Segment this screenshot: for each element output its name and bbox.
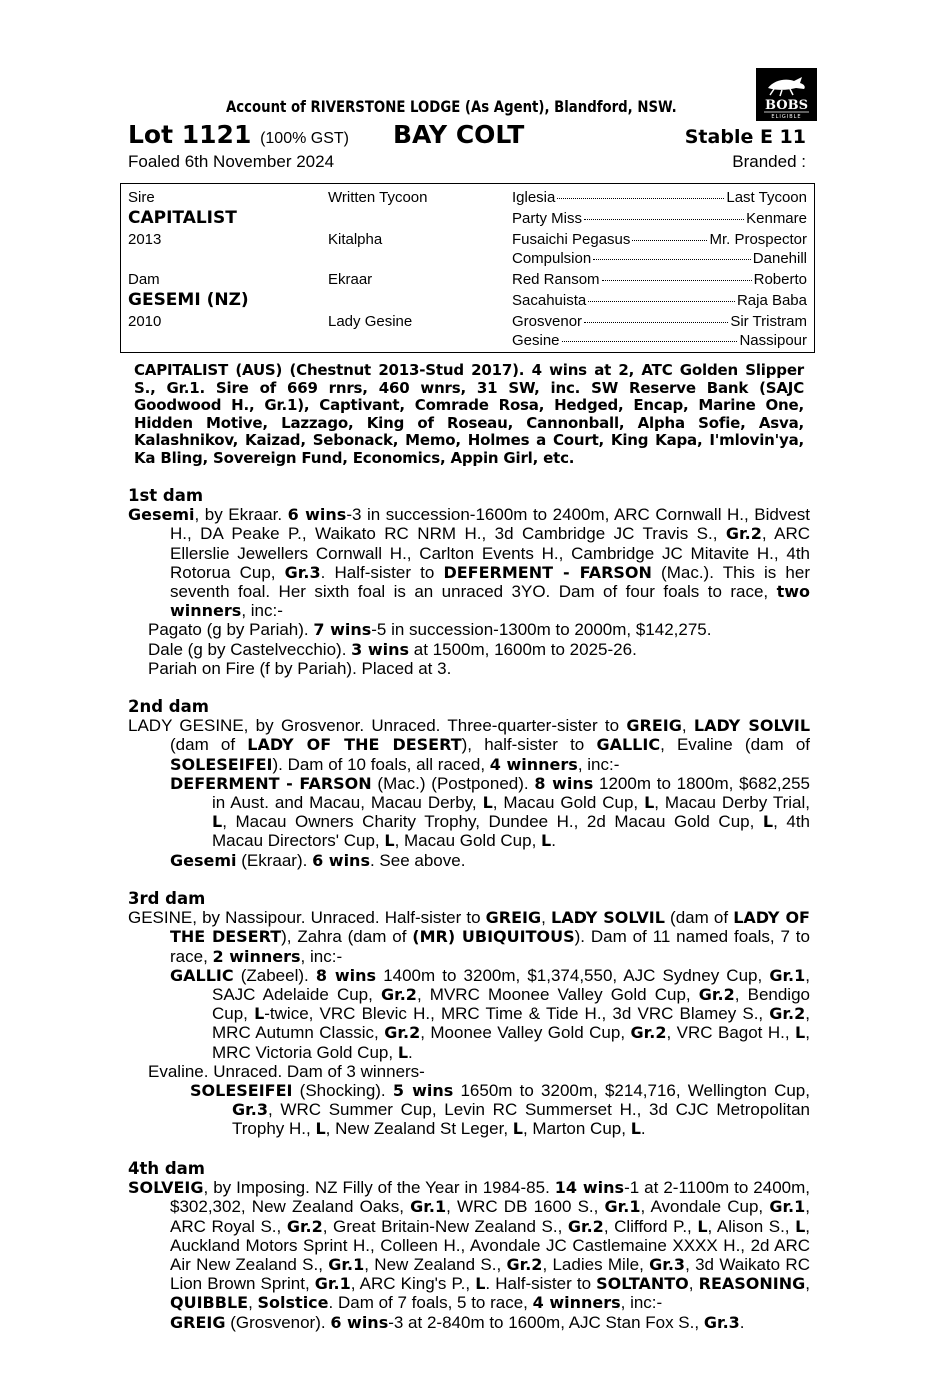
bold-text: 6 wins [287,505,347,525]
gen3-horse: Compulsion [512,250,592,267]
bold-text: Gr.2 [286,1216,323,1236]
text: , ARC Ellerslie Jewellers Cornwall H., Carlton Events H., Cambridge JC Mitavite H., 4th Rotorua Cup, [170,524,810,582]
bold-text: GREIG [485,908,542,928]
bold-text: DEFERMENT - FARSON [170,773,372,793]
bold-text: Gr.1 [410,1197,447,1217]
bold-text: 4 winners [532,1293,621,1313]
progeny-entry [128,774,810,851]
bold-text: Gr.3 [232,1100,268,1120]
lot-number [128,120,349,149]
bobs-logo-icon [756,68,817,121]
bold-text: LADY SOLVIL [551,908,665,928]
text: . [408,1042,413,1062]
bold-text: L [697,1216,708,1236]
bold-text: Gr.1 [769,965,806,985]
text: , by Ekraar. [194,505,288,525]
text: Pariah on Fire (f by Pariah). Placed at 3. [148,658,452,678]
text: , [681,716,694,736]
bold-text: DEFERMENT - FARSON [443,562,652,582]
bobs-eligible-logo [756,68,817,121]
progeny-entry [128,966,810,1062]
svg-text:ELIGIBLE: ELIGIBLE [771,114,802,120]
text: . Half-sister to [485,1274,597,1294]
progeny-entry [128,640,810,659]
gen3-horse: Red Ransom [512,271,600,288]
bold-text: L [512,1119,523,1139]
bold-text: 2 winners [212,946,301,966]
progeny-entry [128,1062,810,1081]
pedigree-table [120,183,815,353]
dam-year: 2010 [128,313,162,330]
bold-text: LADY OF THE DESERT [170,908,810,947]
progeny-entry [128,620,810,639]
text: , Moonee Valley Gold Cup, [420,1023,631,1043]
dam-dam: Lady Gesine [328,313,413,330]
text: 1200m to 1800m, $682,255 in Aust. and Macau, Macau Derby, [212,773,810,813]
bold-text: 4 winners [489,754,578,774]
bold-text: (MR) UBIQUITOUS [412,927,575,947]
gen3-sire: Mr. Prospector [709,231,807,248]
bold-text: Solstice [257,1293,329,1313]
bold-text: Gr.3 [649,1255,686,1275]
dam-paragraph [128,716,810,774]
progeny-entry [128,851,810,870]
text: , Evaline (dam of [660,735,811,755]
gen3-row [512,250,807,267]
text: (Grosvenor). [225,1312,331,1332]
bold-text: 6 wins [330,1312,389,1332]
bold-text: Gr.2 [698,985,735,1005]
text: . Dam of 7 foals, 5 to race, [328,1293,533,1313]
text: , inc:- [620,1293,663,1313]
bold-text: L [795,1216,806,1236]
bold-text: L [630,1119,641,1139]
text: , Great Britain-New Zealand S., [322,1216,568,1236]
bold-text: Gesemi [128,505,195,525]
bold-text: L [315,1119,326,1139]
bold-text: Gr.2 [630,1023,667,1043]
bold-text: SOLESEIFEI [190,1081,293,1101]
text: , Macau Gold Cup, [492,793,645,813]
gen3-row [512,231,807,248]
gen3-row [512,271,807,288]
text: LADY GESINE, by Grosvenor. Unraced. Three-quarter-sister to [128,716,627,736]
text: . [739,1312,745,1332]
gen3-row [512,332,807,349]
dam-name: GESEMI (NZ) [128,290,249,310]
section-heading: 2nd dam [128,697,209,716]
bold-text: Gr.1 [328,1255,365,1275]
section-heading: 1st dam [128,486,204,505]
text: . Half-sister to [320,562,444,582]
horse-description: BAY COLT [393,120,525,149]
text: Pagato (g by Pariah). [148,620,314,640]
text: (dam of [170,735,248,755]
text: 1650m to 3200m, $214,716, Wellington Cup, [453,1081,810,1101]
text: , by Imposing. NZ Filly of the Year in 1984-85. [203,1178,555,1198]
text: , inc:- [241,601,283,621]
text: , Macau Gold Cup, [394,831,542,851]
bold-text: Gr.2 [725,524,762,544]
bold-text: GREIG [170,1312,226,1332]
bold-text: LADY OF THE DESERT [247,735,462,755]
text: , 3d Waikato RC Lion Brown Sprint, [170,1255,810,1294]
text: , [248,1293,258,1313]
bold-text: Gr.3 [284,562,321,582]
bold-text: Gesemi [170,850,237,870]
progeny-entry [128,1313,810,1332]
branded-label: Branded : [732,152,806,171]
bold-text: L [482,793,493,813]
bold-text: L [212,812,223,832]
bold-text: GALLIC [170,965,234,985]
text: 1400m to 3200m, $1,374,550, AJC Sydney Cup, [376,965,770,985]
bold-text: L [762,812,774,832]
text: , MRC Victoria Gold Cup, [212,1023,810,1062]
text: , MRC Autumn Classic, [212,1004,810,1043]
gen3-sire: Danehill [752,250,807,267]
text: , Marton Cup, [522,1119,631,1139]
text: , inc:- [300,946,343,966]
text: , Alison S., [707,1216,796,1236]
bold-text: SOLTANTO [596,1274,689,1294]
text: . [551,831,556,851]
stable-location: Stable E 11 [684,126,806,148]
section-heading: 3rd dam [128,889,206,908]
bold-text: LADY SOLVIL [693,716,811,736]
bold-text: Gr.2 [384,1023,421,1043]
dam-paragraph [128,505,810,620]
text: , New Zealand S., [364,1255,507,1275]
dam-paragraph [128,908,810,966]
bold-text: Gr.1 [604,1197,641,1217]
text: ). Dam of 11 named foals, 7 to race, [170,927,810,966]
bold-text: L [384,831,395,851]
text: , New Zealand St Leger, [325,1119,513,1139]
text: , Ladies Mile, [542,1255,650,1275]
progeny-entry [128,1081,810,1139]
progeny-entry [128,659,810,678]
bold-text: L [475,1274,486,1294]
text: , [541,908,551,928]
gen3-sire: Last Tycoon [726,189,807,206]
gen3-sire: Raja Baba [736,292,807,309]
bold-text: REASONING [698,1274,806,1294]
text: , Auckland Motors Sprint H., Colleen H., Avondale JC Castlemaine XXXX H., 2d ARC Air New Zealand S., [170,1216,811,1275]
text: Dale (g by Castelvecchio). [148,639,352,659]
lot-label: Lot 1121 [128,120,252,149]
third-dam-section [128,889,810,1139]
bold-text: 8 wins [534,773,594,793]
bold-text: Gr.2 [567,1216,604,1236]
foaled-date: Foaled 6th November 2024 [128,152,335,171]
bold-text: two winners [170,582,810,621]
text: -twice, VRC Blevic H., MRC Time & Tide H., 3d VRC Blamey S., [264,1004,770,1024]
text: , ARC Royal S., [170,1197,810,1236]
text: -1 at 2-1100m to 2400m, $302,302, New Zealand Oaks, [170,1178,811,1217]
gen3-row [512,189,807,206]
bold-text: 6 wins [312,850,370,870]
text: ). Dam of 10 foals, all raced, [272,754,490,774]
section-heading: 4th dam [128,1159,205,1178]
text: , [688,1274,699,1294]
dam-sire: Ekraar [328,271,373,288]
bold-text: Gr.2 [380,985,417,1005]
bold-text: 14 wins [554,1178,625,1198]
text: , SAJC Adelaide Cup, [212,965,810,1005]
bold-text: 3 wins [351,639,410,659]
bold-text: SOLESEIFEI [170,754,273,774]
text: , Clifford P., [603,1216,698,1236]
text: GESINE, by Nassipour. Unraced. Half-sister to [128,908,486,928]
text: (Shocking). [292,1081,393,1101]
svg-text:BOBS: BOBS [765,98,808,113]
text: , MVRC Moonee Valley Gold Cup, [416,985,699,1005]
text: , WRC DB 1600 S., [446,1197,605,1217]
text: Evaline. Unraced. Dam of 3 winners- [148,1061,425,1081]
sire-dam: Kitalpha [328,231,383,248]
text: -3 at 2-840m to 1600m, AJC Stan Fox S., [388,1312,704,1332]
gen3-horse: Sacahuista [512,292,587,309]
bold-text: 7 wins [313,620,372,640]
fourth-dam-section [128,1159,810,1332]
gen3-sire: Nassipour [739,332,807,349]
text: , VRC Bagot H., [666,1023,796,1043]
dam-label: Dam [128,271,160,288]
bold-text: Gr.2 [506,1255,543,1275]
text: ), Zahra (dam of [281,927,413,947]
bold-text: 5 wins [392,1081,454,1101]
gen3-horse: Party Miss [512,210,583,227]
text: , [805,1274,810,1294]
bold-text: GREIG [626,716,682,736]
gen3-horse: Iglesia [512,189,556,206]
text: (Ekraar). [236,850,313,870]
bold-text: Gr.3 [703,1312,740,1332]
bold-text: L [397,1042,409,1062]
dam-paragraph [128,1178,810,1312]
text: , 4th Macau Directors' Cup, [212,812,810,851]
text: , WRC Summer Cup, Levin RC Summerset H., 3d CJC Metropolitan Trophy H., [232,1100,810,1139]
gen3-sire: Kenmare [746,210,807,227]
sire-sire: Written Tycoon [328,189,428,206]
text: . [640,1119,646,1139]
gen3-sire: Roberto [753,271,807,288]
text: , Bendigo Cup, [212,985,810,1024]
text: -5 in succession-1300m to 2000m, $142,275. [371,620,712,640]
text: , Avondale Cup, [640,1197,770,1217]
bold-text: L [795,1023,806,1043]
gen3-row [512,292,807,309]
text: (Zabeel). [233,965,316,985]
bold-text: QUIBBLE [170,1293,249,1313]
text: (dam of [664,908,734,928]
gen3-horse: Fusaichi Pegasus [512,231,631,248]
gen3-horse: Grosvenor [512,313,583,330]
text: , inc:- [577,754,620,774]
sire-name: CAPITALIST [128,208,237,228]
bold-text: L [644,793,655,813]
second-dam-section [128,697,810,870]
bold-text: Gr.2 [769,1004,806,1024]
bold-text: L [541,831,552,851]
sire-label: Sire [128,189,155,206]
bold-text: 8 wins [315,965,377,985]
text: (Mac.). This is her seventh foal. Her sixth foal is an unraced 3YO. Dam of four foals to race, [170,562,811,602]
sire-summary: CAPITALIST (AUS) (Chestnut 2013-Stud 2017). 4 wins at 2, ATC Golden Slipper S., Gr.1. Sire of 669 rnrs, 460 wnrs, 31 SW, inc. SW Reserve Bank (SAJC Goodwood H., Gr.1), Captivant, Comrade Rosa, Hedged, Encap, Marine One, Hidden Motive, Lazzago, King of Roseau, Cannonball, Alpha Sofie, Asva, Kalashnikov, Kaizad, Sebonack, Memo, Holmes a Court, King Kapa, I'mlovin'ya, Ka Bling, Sovereign Fund, Economics, Appin Girl, etc. [134,361,804,467]
gen3-horse: Gesine [512,332,560,349]
text: (Mac.) (Postponed). [371,773,535,793]
gst-note: (100% GST) [260,130,349,147]
text: at 1500m, 1600m to 2025-26. [409,639,637,659]
gen3-row [512,313,807,330]
text: , Macau Derby Trial, [654,793,810,813]
first-dam-section [128,486,810,678]
gen3-row [512,210,807,227]
text: , Macau Owners Charity Trophy, Dundee H., 2d Macau Gold Cup, [222,812,763,832]
text: -3 in succession-1600m to 2400m, ARC Cornwall H., Bidvest H., DA Peake P., Waikato RC NRM H., 3d Cambridge JC Travis S., [170,505,811,544]
bold-text: L [254,1004,265,1024]
bold-text: Gr.1 [769,1197,806,1217]
bold-text: GALLIC [596,735,661,755]
gen3-sire: Sir Tristram [730,313,807,330]
text: . See above. [369,850,466,870]
bold-text: SOLVEIG [128,1178,204,1198]
vendor-line: Account of RIVERSTONE LODGE (As Agent), Blandford, NSW. [226,97,677,116]
text: , ARC King's P., [350,1274,476,1294]
text: ), half-sister to [461,735,597,755]
bold-text: Gr.1 [314,1274,351,1294]
sire-year: 2013 [128,231,162,248]
